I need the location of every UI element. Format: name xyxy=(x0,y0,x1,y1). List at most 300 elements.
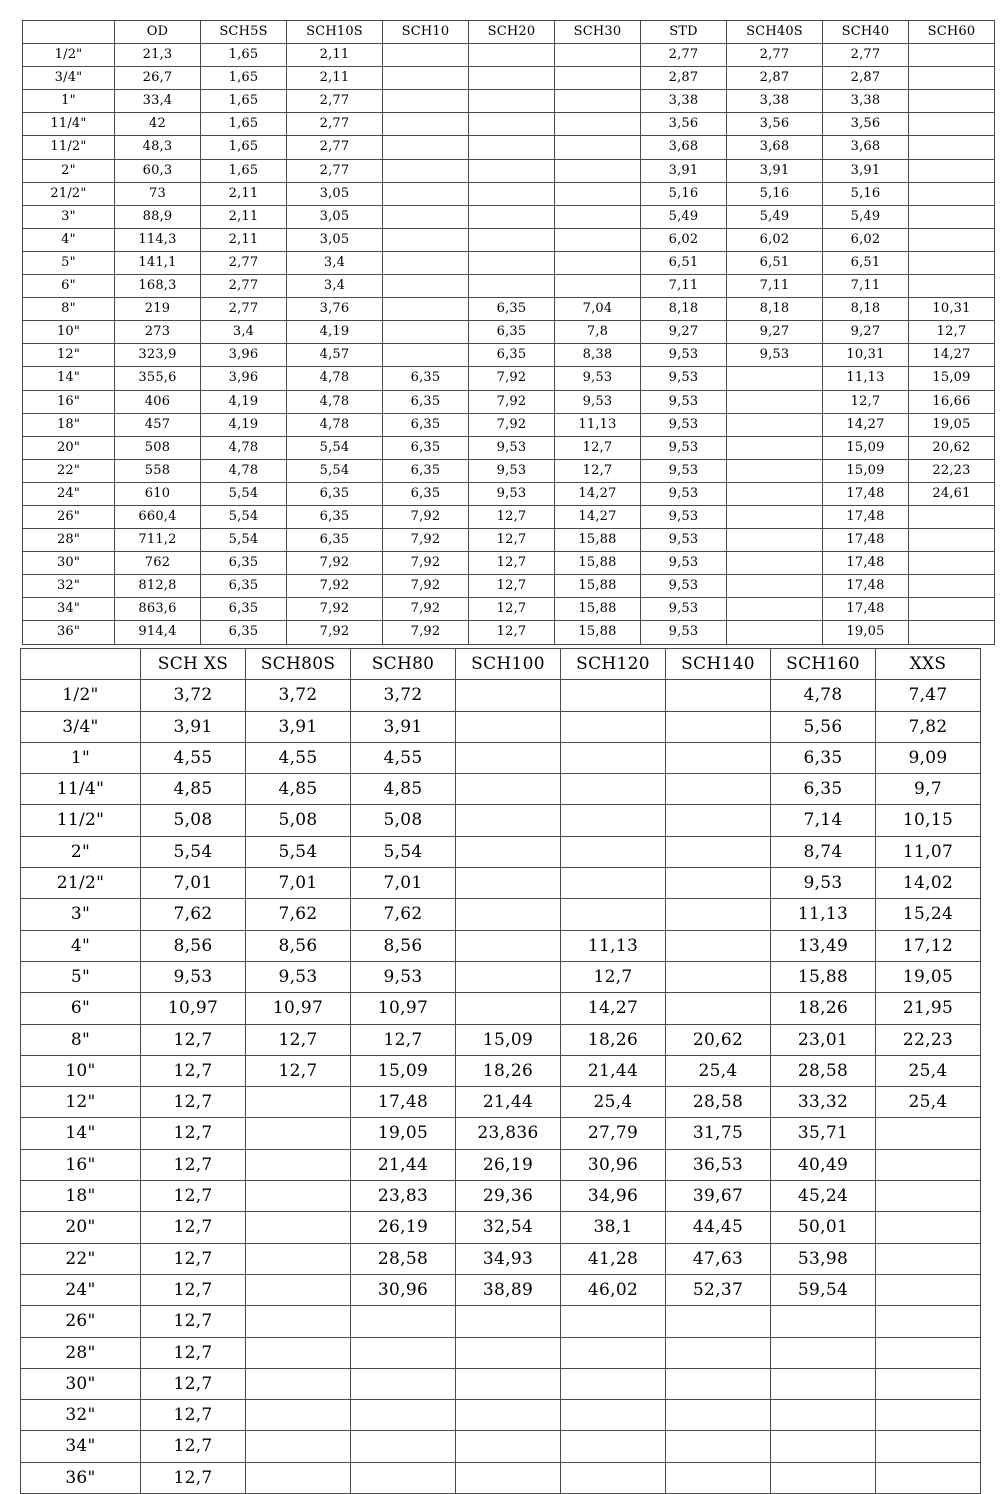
cell-value xyxy=(876,1337,981,1368)
cell-value: 6,35 xyxy=(383,413,469,436)
cell-value: 5,08 xyxy=(141,805,246,836)
cell-value xyxy=(456,774,561,805)
cell-value: 9,53 xyxy=(641,367,727,390)
column-header-SCH160: SCH160 xyxy=(771,649,876,680)
cell-value: 15,88 xyxy=(555,575,641,598)
cell-nominal-size: 14" xyxy=(21,1118,141,1149)
cell-value: 3,96 xyxy=(201,344,287,367)
cell-value: 38,1 xyxy=(561,1212,666,1243)
cell-value: 4,78 xyxy=(287,413,383,436)
cell-value xyxy=(383,67,469,90)
cell-value: 7,92 xyxy=(383,552,469,575)
cell-value: 6,35 xyxy=(771,774,876,805)
cell-nominal-size: 3/4" xyxy=(23,67,115,90)
cell-value: 7,11 xyxy=(823,275,909,298)
cell-value: 14,27 xyxy=(909,344,995,367)
table-row xyxy=(23,436,995,459)
cell-nominal-size: 3" xyxy=(21,899,141,930)
cell-nominal-size: 4" xyxy=(23,228,115,251)
cell-value xyxy=(383,159,469,182)
cell-value: 21,44 xyxy=(351,1149,456,1180)
cell-value xyxy=(555,251,641,274)
column-header-XXS: XXS xyxy=(876,649,981,680)
cell-value: 3,05 xyxy=(287,182,383,205)
cell-value: 12,7 xyxy=(141,1212,246,1243)
cell-value xyxy=(876,1400,981,1431)
table-row xyxy=(23,575,995,598)
column-header-SCH80S: SCH80S xyxy=(246,649,351,680)
cell-value: 21,3 xyxy=(115,44,201,67)
cell-value: 34,93 xyxy=(456,1243,561,1274)
cell-nominal-size: 26" xyxy=(21,1306,141,1337)
table-row xyxy=(23,251,995,274)
cell-value: 1,65 xyxy=(201,44,287,67)
cell-value xyxy=(383,321,469,344)
cell-value: 5,16 xyxy=(823,182,909,205)
cell-value: 15,88 xyxy=(771,961,876,992)
cell-value xyxy=(246,1337,351,1368)
cell-value: 21,44 xyxy=(456,1087,561,1118)
cell-value: 5,16 xyxy=(641,182,727,205)
cell-value: 4,78 xyxy=(201,459,287,482)
cell-value: 6,35 xyxy=(469,321,555,344)
cell-value: 2,77 xyxy=(287,113,383,136)
column-header-SCH40: SCH40 xyxy=(823,21,909,44)
cell-value: 9,09 xyxy=(876,742,981,773)
cell-value: 4,55 xyxy=(141,742,246,773)
table-row xyxy=(21,868,981,899)
table-row xyxy=(21,836,981,867)
cell-value: 3,96 xyxy=(201,367,287,390)
cell-value xyxy=(561,680,666,711)
cell-value: 12,7 xyxy=(141,1368,246,1399)
cell-value: 12,7 xyxy=(555,459,641,482)
cell-value xyxy=(561,1400,666,1431)
cell-value: 19,05 xyxy=(351,1118,456,1149)
cell-nominal-size: 2" xyxy=(23,159,115,182)
cell-value: 41,28 xyxy=(561,1243,666,1274)
cell-value: 15,24 xyxy=(876,899,981,930)
cell-value: 15,09 xyxy=(456,1024,561,1055)
cell-value: 3,91 xyxy=(823,159,909,182)
cell-value: 6,35 xyxy=(469,298,555,321)
cell-value xyxy=(876,1243,981,1274)
cell-value: 18,26 xyxy=(771,993,876,1024)
cell-value: 22,23 xyxy=(876,1024,981,1055)
cell-value: 6,35 xyxy=(201,621,287,644)
cell-value xyxy=(771,1400,876,1431)
cell-value: 88,9 xyxy=(115,205,201,228)
cell-value: 2,87 xyxy=(641,67,727,90)
cell-value xyxy=(876,1274,981,1305)
cell-value xyxy=(727,413,823,436)
cell-value xyxy=(561,711,666,742)
cell-value: 30,96 xyxy=(561,1149,666,1180)
cell-value: 3,72 xyxy=(141,680,246,711)
cell-nominal-size: 21/2" xyxy=(21,868,141,899)
cell-value: 2,77 xyxy=(287,159,383,182)
cell-nominal-size: 16" xyxy=(21,1149,141,1180)
pipe-schedule-table-high-wrapper xyxy=(20,648,980,1494)
cell-value: 19,05 xyxy=(876,961,981,992)
cell-value xyxy=(727,598,823,621)
cell-value: 28,58 xyxy=(771,1055,876,1086)
cell-value xyxy=(876,1431,981,1462)
table-row xyxy=(23,390,995,413)
cell-value: 9,53 xyxy=(555,390,641,413)
cell-value: 5,54 xyxy=(201,529,287,552)
cell-value: 16,66 xyxy=(909,390,995,413)
column-header-SCH20: SCH20 xyxy=(469,21,555,44)
cell-value: 9,53 xyxy=(641,529,727,552)
cell-value: 15,09 xyxy=(351,1055,456,1086)
cell-value: 35,71 xyxy=(771,1118,876,1149)
table-row xyxy=(21,1368,981,1399)
cell-value: 2,11 xyxy=(201,205,287,228)
cell-value: 6,35 xyxy=(201,575,287,598)
cell-value: 15,09 xyxy=(823,459,909,482)
cell-value: 33,4 xyxy=(115,90,201,113)
cell-value xyxy=(383,44,469,67)
cell-value xyxy=(246,1118,351,1149)
cell-value: 46,02 xyxy=(561,1274,666,1305)
cell-value: 2,87 xyxy=(823,67,909,90)
cell-value xyxy=(909,575,995,598)
cell-value: 21,44 xyxy=(561,1055,666,1086)
cell-value: 3,4 xyxy=(287,275,383,298)
cell-value xyxy=(383,90,469,113)
cell-value: 3,76 xyxy=(287,298,383,321)
cell-value: 9,27 xyxy=(727,321,823,344)
table-row xyxy=(23,321,995,344)
table-row xyxy=(21,961,981,992)
cell-value: 3,38 xyxy=(641,90,727,113)
cell-value: 4,19 xyxy=(287,321,383,344)
cell-value xyxy=(456,961,561,992)
pipe-schedule-table-low xyxy=(22,20,995,645)
table-row xyxy=(21,993,981,1024)
cell-value xyxy=(771,1337,876,1368)
cell-value: 26,19 xyxy=(351,1212,456,1243)
cell-value: 48,3 xyxy=(115,136,201,159)
cell-value: 12,7 xyxy=(141,1274,246,1305)
cell-value xyxy=(909,90,995,113)
cell-value: 5,54 xyxy=(287,436,383,459)
cell-value xyxy=(383,205,469,228)
cell-value xyxy=(383,344,469,367)
cell-value: 3,91 xyxy=(351,711,456,742)
cell-value: 25,4 xyxy=(666,1055,771,1086)
cell-nominal-size: 16" xyxy=(23,390,115,413)
cell-value xyxy=(909,251,995,274)
cell-nominal-size: 8" xyxy=(21,1024,141,1055)
table-row xyxy=(23,459,995,482)
cell-value xyxy=(666,836,771,867)
cell-value xyxy=(909,205,995,228)
cell-value: 59,54 xyxy=(771,1274,876,1305)
cell-value xyxy=(456,1462,561,1493)
cell-nominal-size: 12" xyxy=(21,1087,141,1118)
cell-value: 5,49 xyxy=(727,205,823,228)
cell-value: 9,53 xyxy=(641,621,727,644)
cell-value: 9,27 xyxy=(823,321,909,344)
cell-value: 15,88 xyxy=(555,552,641,575)
cell-value: 5,49 xyxy=(641,205,727,228)
cell-value: 4,78 xyxy=(287,367,383,390)
cell-value xyxy=(456,868,561,899)
cell-value xyxy=(666,711,771,742)
cell-value: 7,92 xyxy=(383,598,469,621)
cell-value xyxy=(555,182,641,205)
cell-value: 3,91 xyxy=(727,159,823,182)
cell-value xyxy=(555,90,641,113)
cell-value: 4,78 xyxy=(771,680,876,711)
cell-nominal-size: 34" xyxy=(23,598,115,621)
table-2-body xyxy=(21,680,981,1494)
cell-value xyxy=(909,182,995,205)
cell-value xyxy=(666,993,771,1024)
table-row xyxy=(21,1212,981,1243)
cell-value: 406 xyxy=(115,390,201,413)
cell-value: 9,7 xyxy=(876,774,981,805)
cell-value: 2,77 xyxy=(287,90,383,113)
cell-value: 2,77 xyxy=(823,44,909,67)
cell-value xyxy=(351,1306,456,1337)
cell-nominal-size: 30" xyxy=(21,1368,141,1399)
cell-value: 7,92 xyxy=(469,367,555,390)
cell-value: 9,53 xyxy=(641,344,727,367)
cell-value xyxy=(469,251,555,274)
cell-value xyxy=(876,1212,981,1243)
cell-value xyxy=(246,1181,351,1212)
cell-value: 11,13 xyxy=(823,367,909,390)
cell-value xyxy=(351,1462,456,1493)
cell-value: 7,14 xyxy=(771,805,876,836)
cell-value xyxy=(666,1306,771,1337)
cell-nominal-size: 4" xyxy=(21,930,141,961)
cell-value xyxy=(561,805,666,836)
cell-value xyxy=(469,113,555,136)
cell-value: 9,53 xyxy=(641,575,727,598)
cell-value: 8,56 xyxy=(351,930,456,961)
cell-nominal-size: 28" xyxy=(23,529,115,552)
cell-nominal-size: 22" xyxy=(23,459,115,482)
cell-value: 6,02 xyxy=(727,228,823,251)
cell-value: 9,53 xyxy=(641,436,727,459)
cell-value: 9,53 xyxy=(246,961,351,992)
cell-value: 27,79 xyxy=(561,1118,666,1149)
cell-value: 5,54 xyxy=(246,836,351,867)
table-row xyxy=(23,529,995,552)
cell-value: 7,82 xyxy=(876,711,981,742)
table-row xyxy=(21,680,981,711)
cell-value xyxy=(246,1431,351,1462)
cell-value: 4,85 xyxy=(351,774,456,805)
cell-nominal-size: 14" xyxy=(23,367,115,390)
cell-value: 3,38 xyxy=(823,90,909,113)
cell-value: 15,88 xyxy=(555,529,641,552)
cell-value xyxy=(469,182,555,205)
cell-nominal-size: 22" xyxy=(21,1243,141,1274)
cell-value: 6,35 xyxy=(383,390,469,413)
cell-value xyxy=(727,367,823,390)
cell-value: 7,92 xyxy=(287,575,383,598)
cell-value xyxy=(876,1149,981,1180)
cell-value xyxy=(666,1400,771,1431)
cell-value: 6,35 xyxy=(383,367,469,390)
table-row xyxy=(23,275,995,298)
cell-value: 7,04 xyxy=(555,298,641,321)
cell-value: 4,85 xyxy=(246,774,351,805)
cell-value: 12,7 xyxy=(141,1118,246,1149)
cell-value: 12,7 xyxy=(141,1462,246,1493)
cell-value xyxy=(555,205,641,228)
cell-value: 914,4 xyxy=(115,621,201,644)
cell-value: 7,92 xyxy=(469,413,555,436)
cell-value: 3,56 xyxy=(641,113,727,136)
cell-value: 610 xyxy=(115,482,201,505)
cell-value: 323,9 xyxy=(115,344,201,367)
table-row xyxy=(23,205,995,228)
column-header-SCH40S: SCH40S xyxy=(727,21,823,44)
cell-value xyxy=(561,899,666,930)
cell-nominal-size: 2" xyxy=(21,836,141,867)
cell-value: 9,53 xyxy=(641,459,727,482)
table-row xyxy=(21,1306,981,1337)
cell-value: 7,62 xyxy=(351,899,456,930)
cell-value xyxy=(469,90,555,113)
cell-value: 5,54 xyxy=(201,505,287,528)
cell-value: 15,09 xyxy=(909,367,995,390)
cell-value: 5,54 xyxy=(351,836,456,867)
cell-value: 34,96 xyxy=(561,1181,666,1212)
cell-nominal-size: 11/2" xyxy=(21,805,141,836)
cell-value: 21,95 xyxy=(876,993,981,1024)
cell-value: 8,38 xyxy=(555,344,641,367)
cell-value: 355,6 xyxy=(115,367,201,390)
cell-value: 1,65 xyxy=(201,136,287,159)
cell-value: 13,49 xyxy=(771,930,876,961)
cell-value xyxy=(555,44,641,67)
table-row xyxy=(21,1181,981,1212)
cell-value: 9,53 xyxy=(641,505,727,528)
cell-value xyxy=(383,251,469,274)
table-row xyxy=(21,1149,981,1180)
cell-value: 12,7 xyxy=(141,1400,246,1431)
cell-value xyxy=(351,1400,456,1431)
column-header-SCH10S: SCH10S xyxy=(287,21,383,44)
cell-value: 5,54 xyxy=(287,459,383,482)
column-header-nominal-size xyxy=(23,21,115,44)
cell-value: 114,3 xyxy=(115,228,201,251)
cell-value: 1,65 xyxy=(201,67,287,90)
cell-value xyxy=(909,621,995,644)
cell-nominal-size: 1" xyxy=(23,90,115,113)
cell-value: 20,62 xyxy=(666,1024,771,1055)
cell-value xyxy=(876,1118,981,1149)
cell-nominal-size: 3/4" xyxy=(21,711,141,742)
cell-value xyxy=(727,621,823,644)
cell-value xyxy=(666,742,771,773)
cell-nominal-size: 36" xyxy=(21,1462,141,1493)
cell-nominal-size: 20" xyxy=(21,1212,141,1243)
cell-value: 15,88 xyxy=(555,598,641,621)
cell-value: 6,35 xyxy=(201,552,287,575)
cell-nominal-size: 21/2" xyxy=(23,182,115,205)
cell-value: 812,8 xyxy=(115,575,201,598)
cell-nominal-size: 11/2" xyxy=(23,136,115,159)
table-2-head xyxy=(21,649,981,680)
cell-value xyxy=(456,1368,561,1399)
cell-value xyxy=(666,805,771,836)
cell-value: 2,77 xyxy=(641,44,727,67)
cell-value: 9,53 xyxy=(469,459,555,482)
cell-value: 12,7 xyxy=(141,1087,246,1118)
cell-value: 12,7 xyxy=(555,436,641,459)
cell-value xyxy=(456,836,561,867)
cell-nominal-size: 30" xyxy=(23,552,115,575)
cell-nominal-size: 8" xyxy=(23,298,115,321)
cell-value xyxy=(909,598,995,621)
cell-value: 17,48 xyxy=(823,505,909,528)
cell-value: 26,19 xyxy=(456,1149,561,1180)
cell-value: 1,65 xyxy=(201,159,287,182)
cell-value: 1,65 xyxy=(201,113,287,136)
cell-value: 12,7 xyxy=(561,961,666,992)
cell-value: 12,7 xyxy=(469,575,555,598)
cell-value: 12,7 xyxy=(141,1181,246,1212)
cell-value: 39,67 xyxy=(666,1181,771,1212)
cell-value xyxy=(383,136,469,159)
table-header-row xyxy=(21,649,981,680)
column-header-SCH60: SCH60 xyxy=(909,21,995,44)
cell-value: 12,7 xyxy=(141,1431,246,1462)
cell-value xyxy=(909,44,995,67)
cell-value xyxy=(771,1368,876,1399)
cell-value: 3,4 xyxy=(201,321,287,344)
cell-value: 3,68 xyxy=(823,136,909,159)
cell-value: 8,18 xyxy=(823,298,909,321)
cell-value xyxy=(561,1368,666,1399)
cell-value: 558 xyxy=(115,459,201,482)
cell-value: 5,56 xyxy=(771,711,876,742)
cell-value: 2,11 xyxy=(201,228,287,251)
cell-value xyxy=(909,159,995,182)
cell-value xyxy=(771,1462,876,1493)
cell-value: 8,56 xyxy=(246,930,351,961)
cell-value: 9,53 xyxy=(727,344,823,367)
cell-value: 14,27 xyxy=(555,482,641,505)
cell-value: 53,98 xyxy=(771,1243,876,1274)
cell-value: 8,18 xyxy=(727,298,823,321)
cell-value xyxy=(456,1337,561,1368)
cell-value xyxy=(383,228,469,251)
column-header-SCH80: SCH80 xyxy=(351,649,456,680)
cell-value: 7,92 xyxy=(287,598,383,621)
cell-value: 12,7 xyxy=(469,505,555,528)
cell-value xyxy=(246,1212,351,1243)
cell-value: 7,92 xyxy=(287,552,383,575)
cell-value: 12,7 xyxy=(351,1024,456,1055)
cell-value: 12,7 xyxy=(469,598,555,621)
cell-value: 5,08 xyxy=(351,805,456,836)
cell-value: 2,11 xyxy=(287,44,383,67)
cell-value xyxy=(561,1337,666,1368)
cell-value: 7,11 xyxy=(641,275,727,298)
table-row xyxy=(23,44,995,67)
cell-value xyxy=(246,1368,351,1399)
cell-value xyxy=(876,1306,981,1337)
